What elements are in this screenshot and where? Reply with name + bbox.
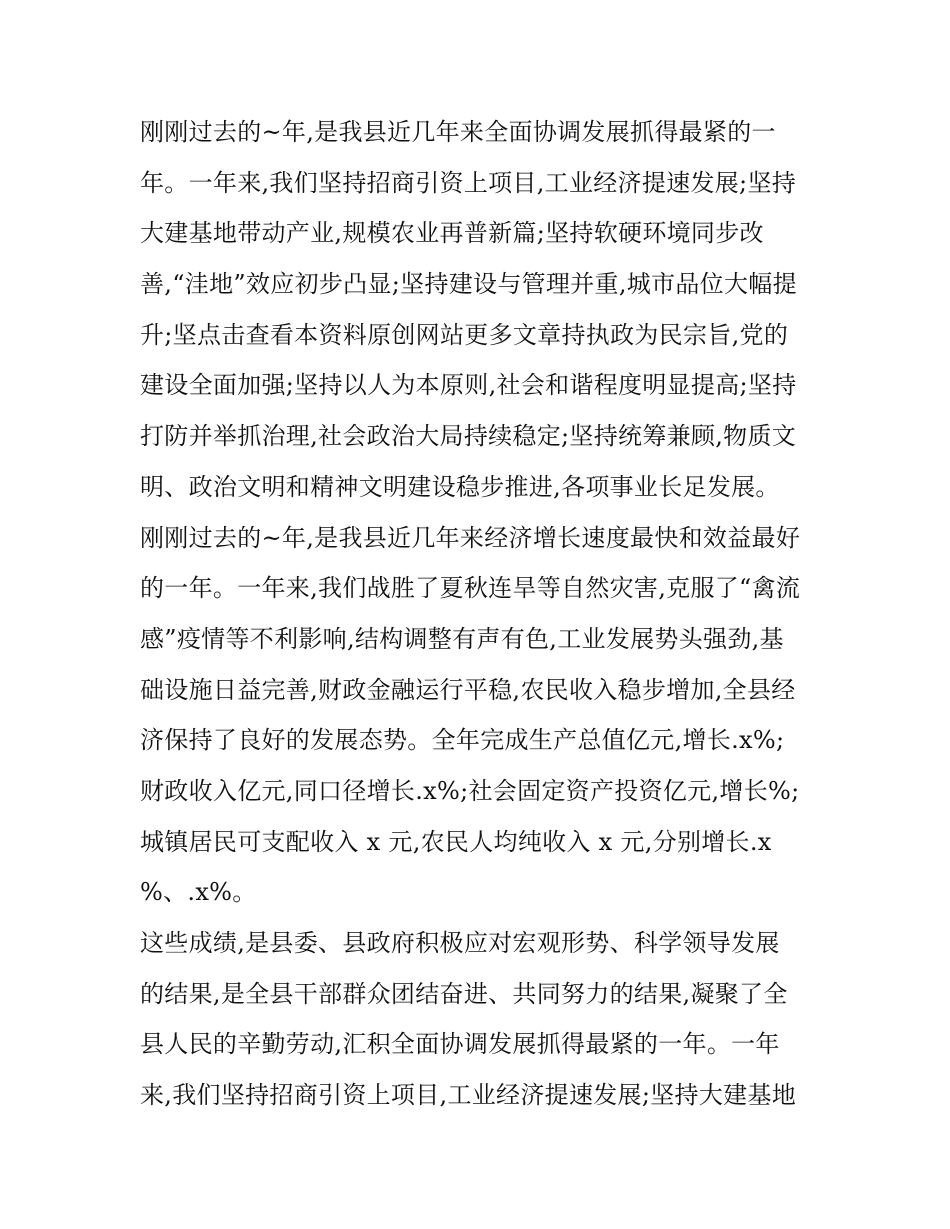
- body-text: [140, 107, 820, 1121]
- text-line: 城镇居民可支配收入 x 元,农民人均纯收入 x 元,分别增长.x: [140, 827, 772, 856]
- text-line: %、.x%。: [140, 878, 257, 907]
- text-line: 感”疫情等不利影响,结构调整有声有色,工业发展势头强劲,基: [140, 624, 784, 653]
- text-line: 刚刚过去的~年,是我县近几年来经济增长速度最快和效益最好: [140, 523, 801, 552]
- text-line: 来,我们坚持招商引资上项目,工业经济提速发展;坚持大建基地: [140, 1081, 797, 1110]
- text-line: 升;坚点击查看本资料原创网站更多文章持执政为民宗旨,党的: [140, 320, 789, 349]
- text-line: 的结果,是全县干部群众团结奋进、共同努力的结果,凝聚了全: [140, 979, 788, 1008]
- text-line: 打防并举抓治理,社会政治大局持续稳定;坚持统筹兼顾,物质文: [140, 422, 797, 451]
- text-line: 济保持了良好的发展态势。全年完成生产总值亿元,增长.x%;: [140, 726, 785, 755]
- text-line: 年。一年来,我们坚持招商引资上项目,工业经济提速发展;坚持: [140, 168, 797, 197]
- text-line: 善,“洼地”效应初步凸显;坚持建设与管理并重,城市品位大幅提: [140, 270, 797, 299]
- text-line: 大建基地带动产业,规模农业再普新篇;坚持软硬环境同步改: [140, 219, 764, 248]
- text-line: 刚刚过去的~年,是我县近几年来全面协调发展抓得最紧的一: [140, 118, 776, 146]
- text-line: 明、政治文明和精神文明建设稳步推进,各项事业长足发展。: [140, 472, 780, 501]
- text-line: 建设全面加强;坚持以人为本原则,社会和谐程度明显提高;坚持: [140, 371, 797, 400]
- text-line: 县人民的辛勤劳动,汇积全面协调发展抓得最紧的一年。一年: [140, 1030, 780, 1059]
- text-line: 财政收入亿元,同口径增长.x%;社会固定资产投资亿元,增长%;: [140, 776, 800, 805]
- text-line: 这些成绩,是县委、县政府积极应对宏观形势、科学领导发展: [140, 929, 780, 957]
- text-line: 础设施日益完善,财政金融运行平稳,农民收入稳步增加,全县经: [140, 675, 796, 704]
- text-line: 的一年。一年来,我们战胜了夏秋连旱等自然灾害,克服了“禽流: [140, 574, 801, 603]
